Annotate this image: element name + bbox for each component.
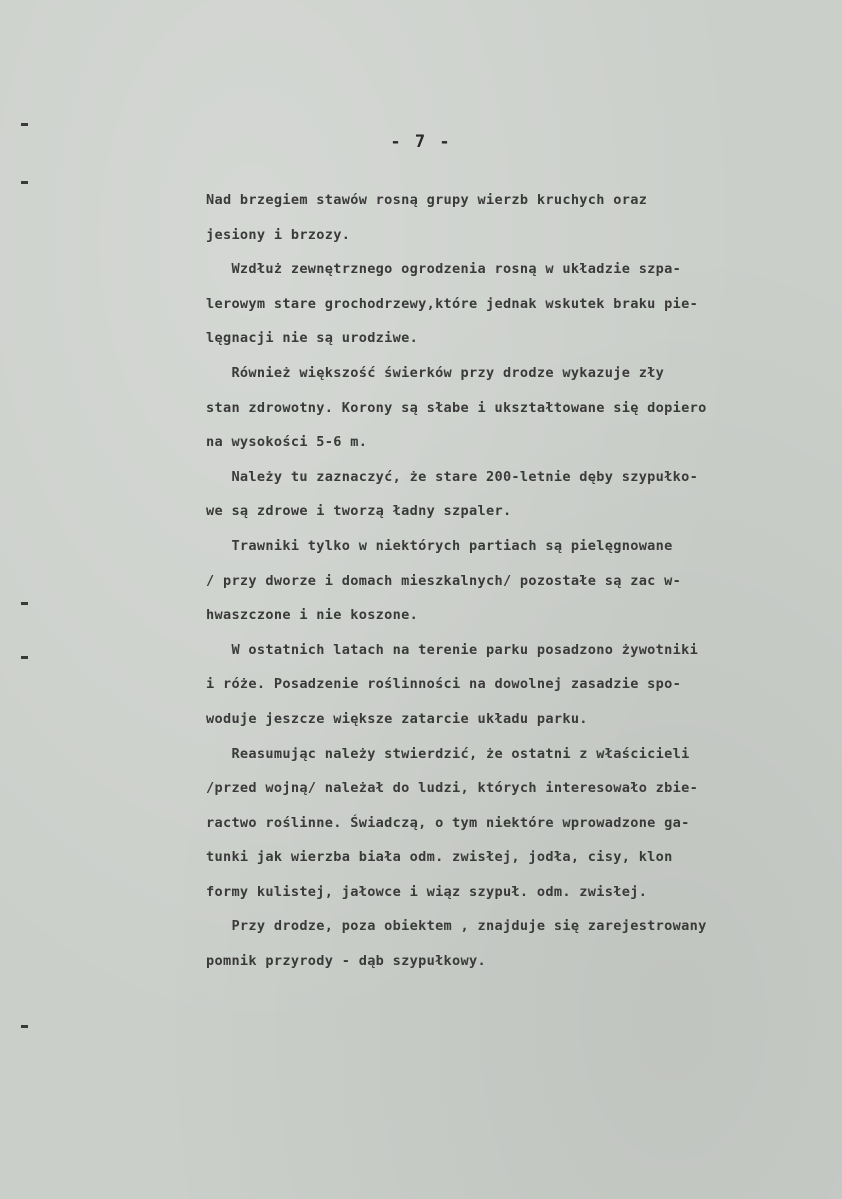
page-number: - 7 -	[390, 132, 452, 152]
text-line: we są zdrowe i tworzą ładny szpaler.	[206, 503, 512, 520]
text-line: Przy drodze, poza obiektem , znajduje się zarejestrowany	[206, 918, 707, 935]
text-line: Nad brzegiem stawów rosną grupy wierzb kruchych oraz	[206, 192, 648, 208]
text-line: hwaszczone i nie koszone.	[206, 607, 419, 624]
text-line: i róże. Posadzenie roślinności na dowolnej zasadzie spo-	[206, 676, 682, 693]
text-line: stan zdrowotny. Korony są słabe i ukształtowane się dopiero	[206, 399, 707, 416]
margin-mark	[21, 656, 28, 659]
margin-mark	[21, 123, 28, 126]
text-line: ractwo roślinne. Świadczą, o tym niektóre wprowadzone ga-	[206, 814, 690, 831]
text-line: /przed wojną/ należał do ludzi, których interesowało zbie-	[206, 780, 699, 797]
text-line: W ostatnich latach na terenie parku posadzono żywotniki	[206, 641, 699, 658]
text-line: formy kulistej, jałowce i wiąz szypuł. odm. zwisłej.	[206, 883, 648, 900]
margin-mark	[21, 1025, 28, 1028]
text-line: lerowym stare grochodrzewy,które jednak wskutek braku pie-	[206, 295, 699, 312]
text-line: na wysokości 5-6 m.	[206, 434, 368, 451]
text-line: jesiony i brzozy.	[206, 226, 351, 243]
text-line: Wzdłuż zewnętrznego ogrodzenia rosną w układzie szpa-	[206, 261, 682, 278]
text-line: lęgnacji nie są urodziwe.	[206, 330, 419, 347]
margin-mark	[21, 181, 28, 184]
text-line: woduje jeszcze większe zatarcie układu parku.	[206, 710, 588, 727]
typed-text-body	[206, 183, 821, 979]
text-line: Reasumując należy stwierdzić, że ostatni z właścicieli	[206, 745, 690, 762]
text-line: tunki jak wierzba biała odm. zwisłej, jodła, cisy, klon	[206, 849, 673, 866]
text-line: Należy tu zaznaczyć, że stare 200-letnie dęby szypułko-	[206, 468, 699, 485]
text-line: Trawniki tylko w niektórych partiach są pielęgnowane	[206, 537, 673, 554]
text-line: / przy dworze i domach mieszkalnych/ pozostałe są zac w-	[206, 572, 682, 589]
text-line: Również większość świerków przy drodze wykazuje zły	[206, 364, 665, 381]
text-line: pomnik przyrody - dąb szypułkowy.	[206, 953, 486, 970]
margin-mark	[21, 602, 28, 605]
